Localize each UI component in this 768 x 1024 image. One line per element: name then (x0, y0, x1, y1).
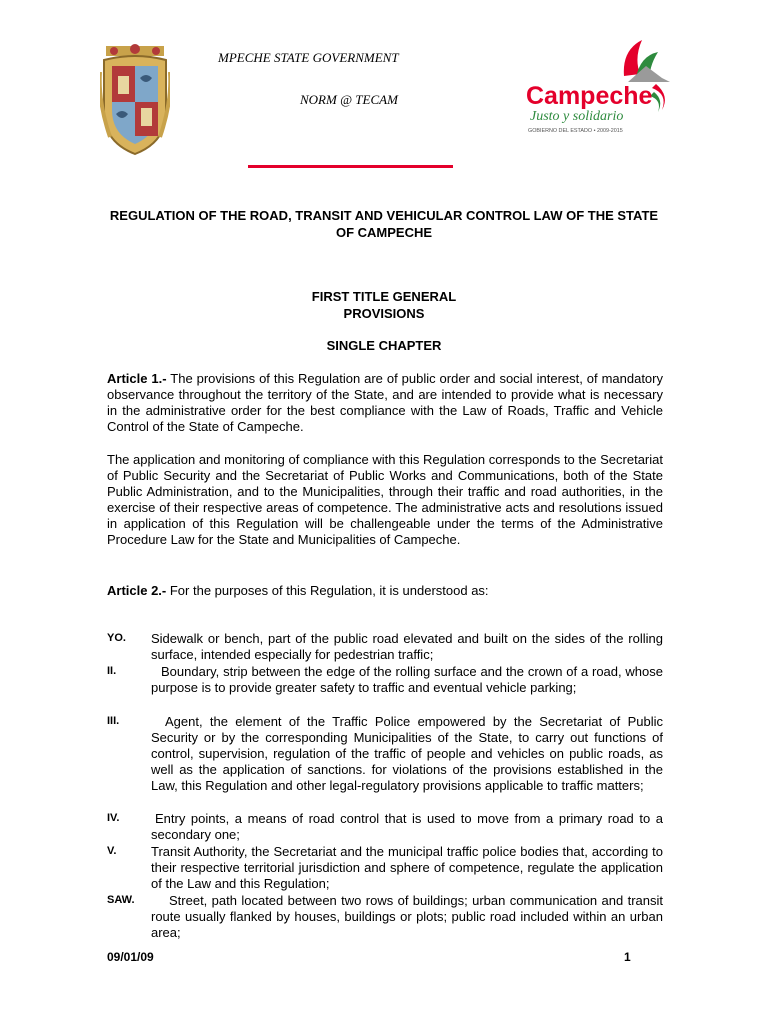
list-item (107, 631, 663, 663)
list-item (107, 664, 663, 696)
list-item-text: Sidewalk or bench, part of the public road elevated and built on the sides of the rolling surface, intended especially for pedestrian traffic; (151, 631, 663, 662)
document-title: REGULATION OF THE ROAD, TRANSIT AND VEHICULAR CONTROL LAW OF THE STATE OF CAMPECHE (109, 208, 659, 240)
coat-of-arms-icon (100, 42, 170, 160)
list-item-number: II. (107, 665, 117, 677)
list-item (107, 714, 663, 794)
government-header: MPECHE STATE GOVERNMENT (218, 50, 399, 65)
list-item-text: Entry points, a means of road control that is used to move from a primary road to a secondary one; (151, 811, 663, 842)
list-item-number: V. (107, 845, 117, 857)
list-item-text: Street, path located between two rows of buildings; urban communication and transit route usually flanked by houses, buildings or plots; public road included within an urban area; (151, 893, 663, 940)
red-divider (248, 165, 453, 168)
article-1-text: The provisions of this Regulation are of public order and social interest, of mandatory observance throughout the territory of the State, and are intended to provide what is necessary in the administrative order for the best compliance with the Law of Roads, Traffic and Vehicle Control of the State of Campeche. (107, 371, 663, 434)
article-2-label: Article 2.- (107, 583, 167, 598)
application-paragraph: The application and monitoring of compliance with this Regulation corresponds to the Secretariat of Public Security and the Secretariat of Public Works and Communications, both of the State Public Administration, and to the Municipalities, through their traffic and road authorities, in the exercise of their respective areas of competence. The administrative acts and resolutions issued in application of this Regulation will be challengeable under the terms of the Administrative Procedure Law for the State and Municipalities of Campeche. (107, 452, 663, 547)
campeche-logo (524, 38, 674, 138)
article-2-text: For the purposes of this Regulation, it is understood as: (166, 583, 489, 598)
logo-subtitle: GOBIERNO DEL ESTADO • 2009-2015 (528, 128, 623, 134)
list-item-number: IV. (107, 812, 120, 824)
list-item-number: YO. (107, 632, 126, 644)
list-item-number: SAW. (107, 894, 135, 906)
article-1-label: Article 1.- (107, 371, 167, 386)
first-title-heading: FIRST TITLE GENERAL PROVISIONS (311, 289, 457, 321)
article-2-paragraph (107, 583, 527, 599)
norm-header: NORM @ TECAM (300, 92, 398, 107)
list-item (107, 844, 663, 892)
page-number: 1 (624, 950, 631, 964)
footer-date: 09/01/09 (107, 950, 154, 964)
logo-name: Campeche (526, 82, 653, 110)
list-item-text: Boundary, strip between the edge of the rolling surface and the crown of a road, whose purpose is to provide greater safety to traffic and eventual vehicle parking; (151, 664, 663, 695)
list-item-number: III. (107, 715, 120, 727)
list-item-text: Agent, the element of the Traffic Police empowered by the Secretariat of Public Security or by the corresponding Municipalities of the State, to carry out functions of control, supervision, regulation of the traffic of people and vehicles on public roads, as well as the application of sanctions. for violations of the provisions established in the Law, this Regulation and other legal-regulatory provisions applicable to traffic matters; (151, 714, 663, 793)
article-1-paragraph (107, 371, 663, 435)
logo-slogan: Justo y solidario (530, 109, 624, 124)
list-item-text: Transit Authority, the Secretariat and the municipal traffic police bodies that, according to their respective territorial jurisdiction and sphere of competence, regulate the application of the Law and this Regulation; (151, 844, 663, 891)
chapter-heading: SINGLE CHAPTER (326, 338, 442, 353)
list-item (107, 811, 663, 843)
list-item (107, 893, 663, 941)
